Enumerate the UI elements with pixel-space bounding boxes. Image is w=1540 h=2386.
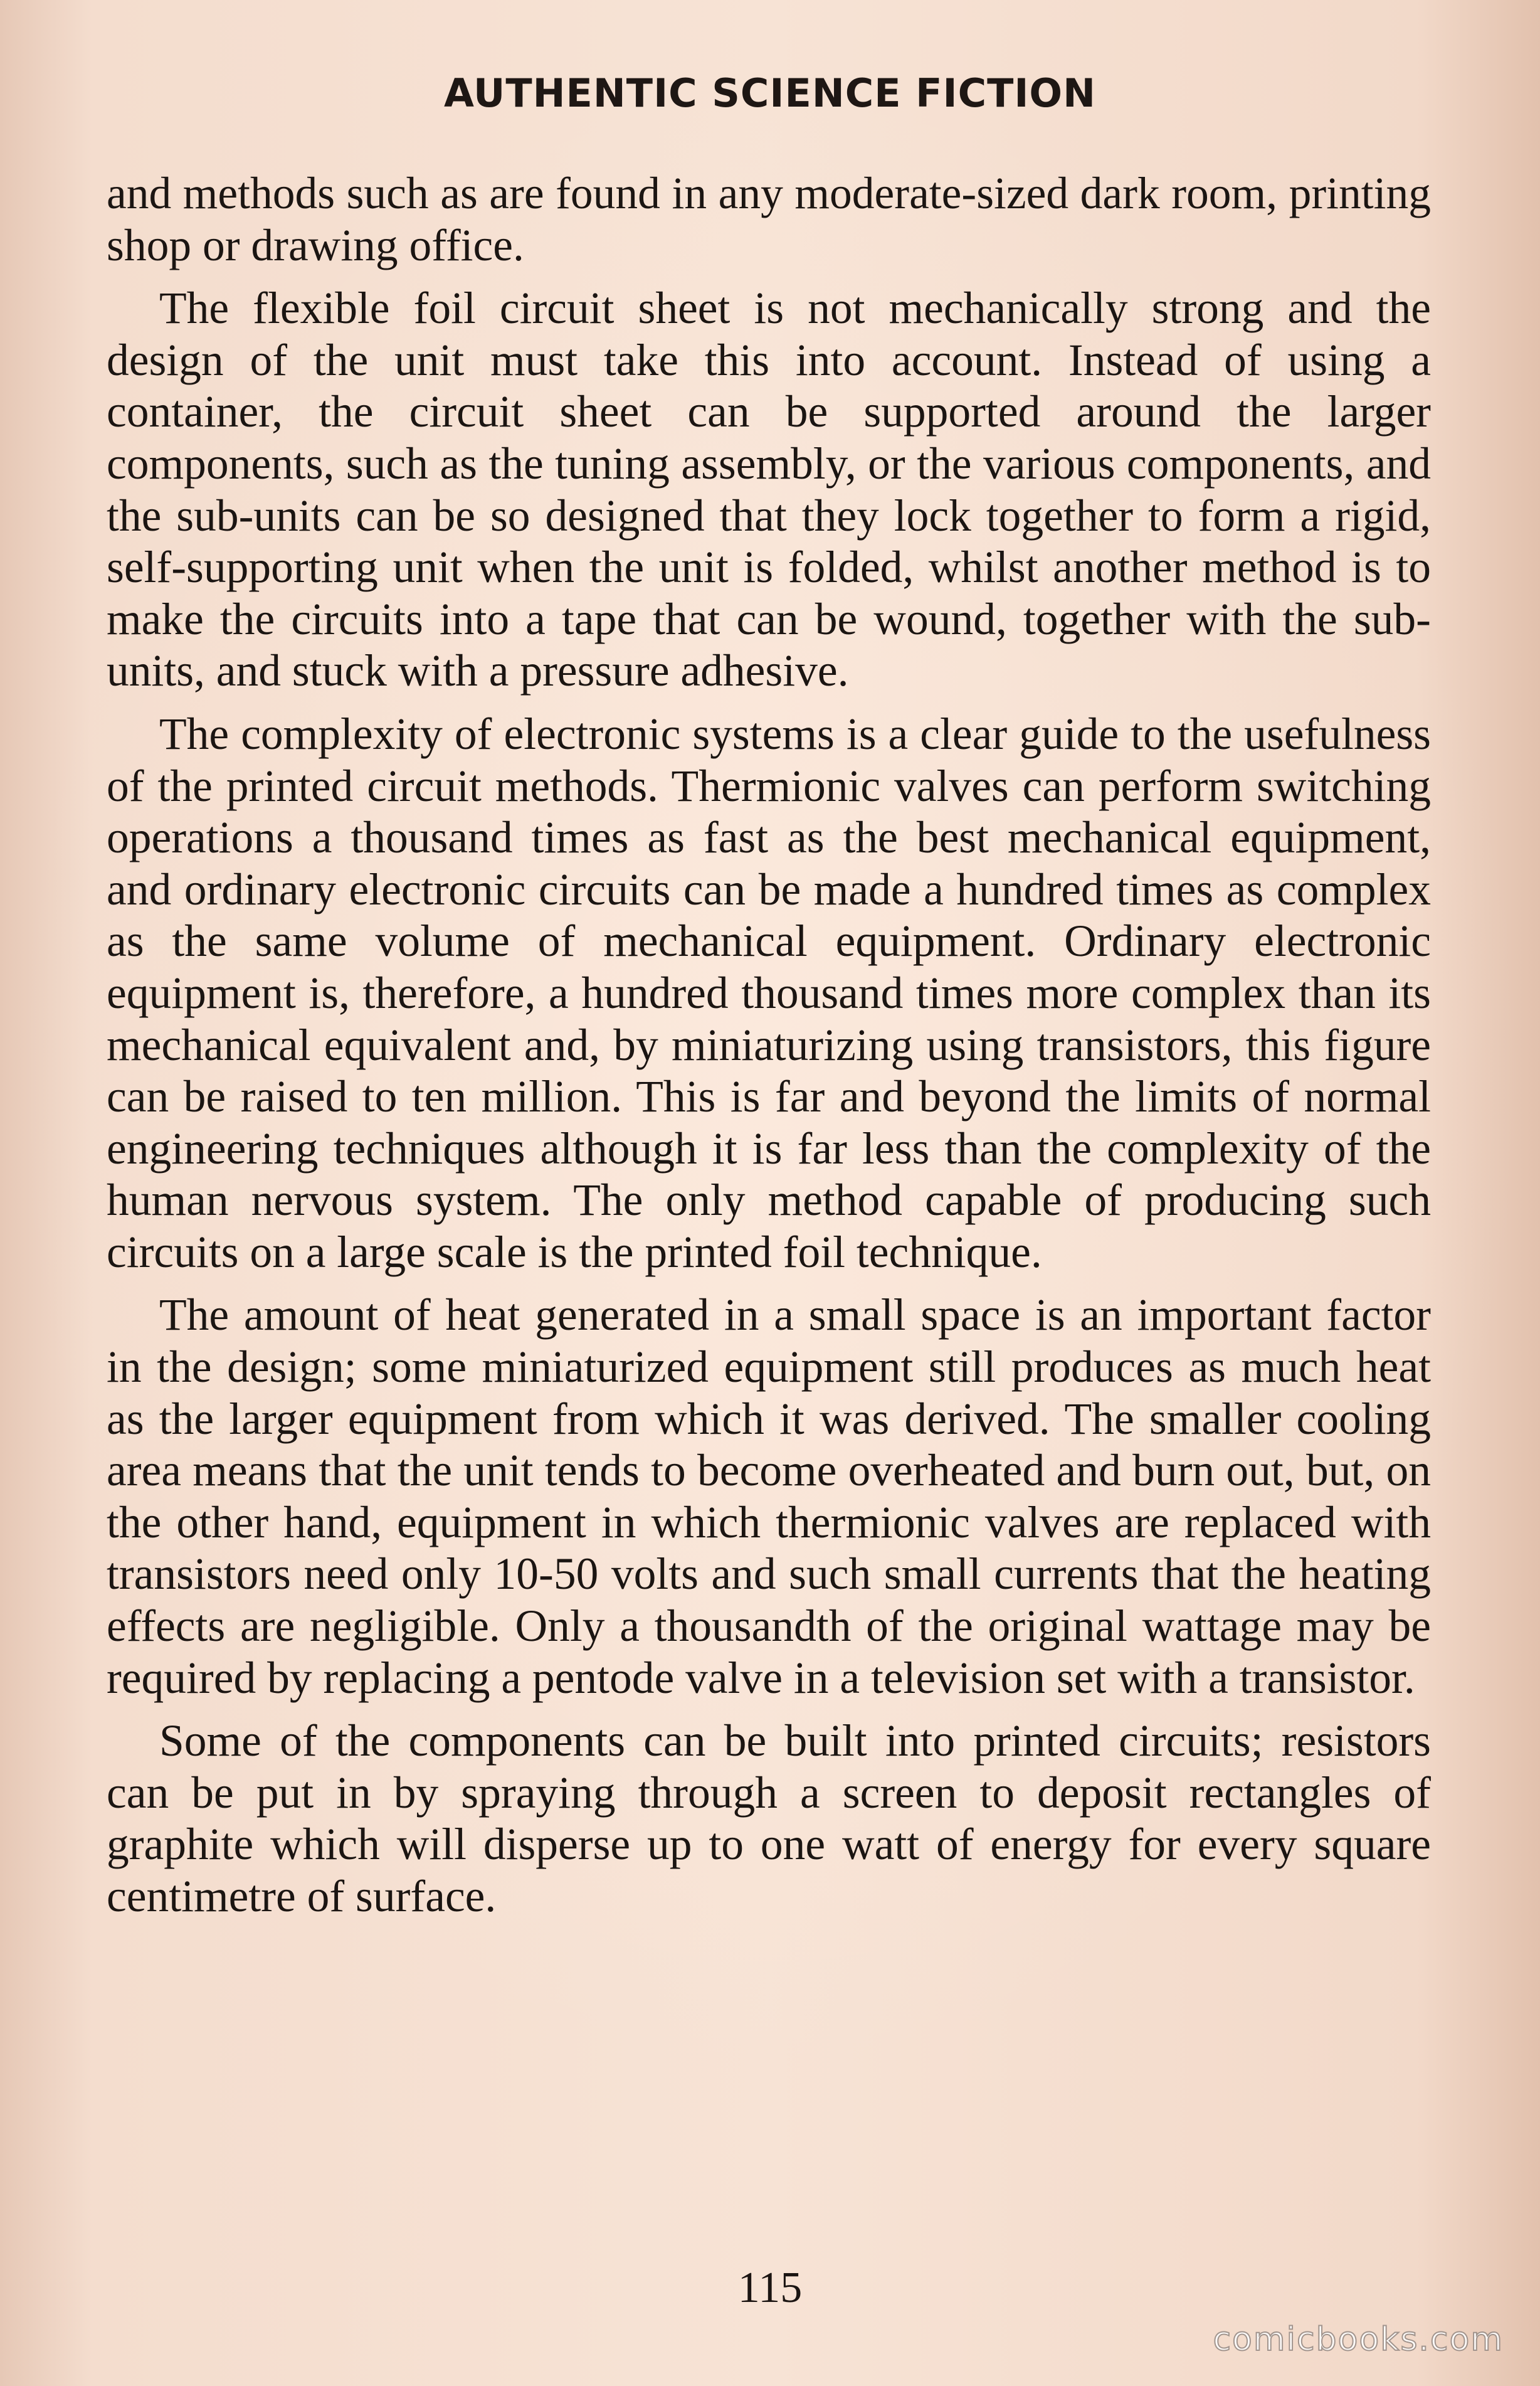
watermark: comicbooks.com [1213,2321,1504,2358]
paragraph-heat: The amount of heat generated in a small space is an important factor in the design; some miniaturized equipment still produces as much heat as the larger equipment from which it was derived. The smaller cooling area means that the unit tends to become overheated and burn out, but, on the other hand, equipment in which thermionic valves are replaced with transistors need only 10-50 volts and such small currents that the heating effects are negligible. Only a thousandth of the original wattage may be required by replacing a pentode valve in a television set with a transistor. [107,1290,1431,1703]
page-number: 115 [737,2264,803,2312]
paragraph-complexity: The complexity of electronic systems is a clear guide to the usefulness of the printed circuit methods. Thermionic valves can perform switching operations a thousand times as fast as the best mechanical equipment, and ordinary electronic circuits can be made a hundred times as complex as the same volume of mechanical equipment. Ordinary electronic equipment is, therefore, a hundred thousand times more complex than its mechanical equivalent and, by miniaturizing using transistors, this figure can be raised to ten million. This is far and beyond the limits of normal engineering techniques although it is far less than the complexity of the human nervous system. The only method capable of producing such circuits on a large scale is the printed foil technique. [107,709,1431,1277]
paragraph-components: Some of the components can be built into printed circuits; resistors can be put in by spraying through a screen to deposit rectangles of graphite which will disperse up to one watt of energy for every square centimetre of surface. [107,1716,1431,1921]
paragraph-foil-circuit: The flexible foil circuit sheet is not mechanically strong and the design of the unit must take this into account. Instead of using a container, the circuit sheet can be supported around the larger components, such as the tuning assembly, or the various components, and the sub-units can be so designed that they lock together to form a rigid, self-supporting unit when the unit is folded, whilst another method is to make the circuits into a tape that can be wound, together with the sub-units, and stuck with a pressure adhesive. [107,284,1431,696]
running-header: AUTHENTIC SCIENCE FICTION [443,70,1097,116]
paragraph-continued: and methods such as are found in any moderate-sized dark room, printing shop or drawing office. [107,169,1431,270]
body-text [107,168,1431,1934]
